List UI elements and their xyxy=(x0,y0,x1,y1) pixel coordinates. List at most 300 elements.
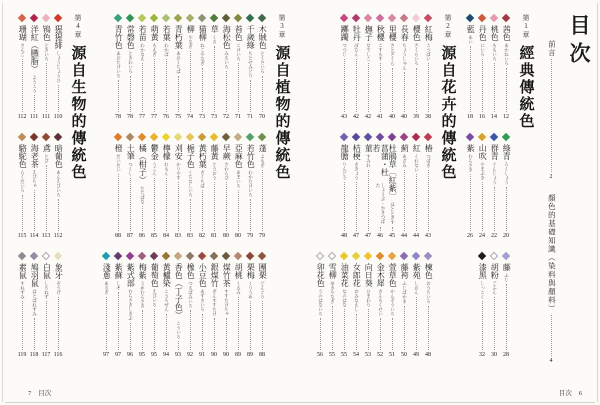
color-name: 丹色 xyxy=(478,25,488,41)
color-name: 黃朽葉 xyxy=(198,144,208,168)
color-name: 桔梗 xyxy=(352,144,362,160)
dotted-leader xyxy=(320,318,321,350)
dotted-leader xyxy=(380,227,381,231)
toc-entry xyxy=(184,133,196,239)
color-name: 茜色 xyxy=(502,25,512,41)
toc-entry xyxy=(16,252,28,358)
toc-entry xyxy=(196,252,208,358)
preface-label: 前言 xyxy=(547,40,557,57)
color-name-kana: くれない xyxy=(414,154,420,172)
color-swatch-icon xyxy=(138,133,146,141)
color-swatch-icon xyxy=(162,133,170,141)
color-name-kana: ふじ xyxy=(504,273,510,282)
toc-entry xyxy=(338,14,350,120)
dotted-leader xyxy=(392,68,393,113)
dotted-leader xyxy=(130,178,131,232)
color-name: 梅紫 xyxy=(138,263,148,279)
dotted-leader xyxy=(118,292,119,350)
color-name: 紫蘇 xyxy=(114,263,124,279)
dotted-leader xyxy=(482,301,483,350)
page-number: 90 xyxy=(211,352,217,358)
toc-title-column xyxy=(566,14,592,372)
color-swatch-icon xyxy=(150,14,158,22)
toc-entry xyxy=(350,252,362,358)
color-name: 團栗 xyxy=(258,263,268,279)
color-name-kana: ききょう xyxy=(354,162,360,180)
color-name-kana: くるみ xyxy=(236,281,242,295)
dotted-leader xyxy=(22,59,23,113)
page-number: 18 xyxy=(467,114,473,120)
color-swatch-icon xyxy=(388,14,396,22)
page-number: 39 xyxy=(413,114,419,120)
dotted-leader xyxy=(226,71,227,112)
page-number: 111 xyxy=(29,114,39,120)
color-name-kana: とくさいろ xyxy=(260,51,266,74)
page-number: 47 xyxy=(365,233,371,239)
page-number: 89 xyxy=(235,352,241,358)
dotted-leader xyxy=(118,174,119,231)
color-name: 素鼠 xyxy=(18,263,28,279)
page-number: 75 xyxy=(175,114,181,120)
page-number: 48 xyxy=(341,233,347,239)
page-number: 77 xyxy=(139,114,145,120)
dotted-leader xyxy=(250,301,251,350)
color-name-kana: なでしこ xyxy=(366,43,372,61)
dotted-leader xyxy=(166,314,167,351)
dotted-leader xyxy=(551,315,552,356)
color-name: 栗梅 xyxy=(246,263,256,279)
color-name: 猫柳 xyxy=(198,25,208,41)
page-number: 93 xyxy=(175,352,181,358)
color-swatch-icon xyxy=(234,252,242,260)
page-number: 77 xyxy=(151,114,157,120)
left-page xyxy=(8,0,292,405)
toc-entry xyxy=(374,14,386,120)
color-name-kana: さとざくら xyxy=(390,43,396,66)
color-name-kana: こけいろ xyxy=(236,43,242,61)
toc-entry xyxy=(16,133,28,239)
color-swatch-icon xyxy=(340,252,348,260)
toc-entry xyxy=(488,252,500,358)
chapter-title: 源自植物的傳統色 xyxy=(273,45,290,181)
dotted-leader xyxy=(356,314,357,351)
toc-entry xyxy=(136,133,148,239)
dotted-leader xyxy=(506,284,507,350)
page-number: 43 xyxy=(425,233,431,239)
page-number: 81 xyxy=(211,233,217,239)
chapter-title: 源自花卉的傳統色 xyxy=(439,45,456,181)
footer-label: 目次 xyxy=(38,390,52,397)
dotted-leader xyxy=(416,68,417,113)
color-name-kana: こうばい xyxy=(426,43,432,61)
color-name-kana: もえぎ xyxy=(152,43,158,57)
dotted-leader xyxy=(262,301,263,350)
color-swatch-icon xyxy=(186,252,194,260)
page-number: 26 xyxy=(467,233,473,239)
dotted-leader xyxy=(166,59,167,113)
page-number: 88 xyxy=(115,233,121,239)
color-name: 檸檬 xyxy=(162,144,172,160)
page-number: 114 xyxy=(29,233,39,239)
dotted-leader xyxy=(380,63,381,112)
dotted-leader xyxy=(190,51,191,113)
color-name-kana: あさぎ xyxy=(104,281,110,295)
color-name: 撫子 xyxy=(364,25,374,41)
dotted-leader xyxy=(226,182,227,231)
color-name: 紫式部 xyxy=(126,263,136,287)
toc-entry xyxy=(40,133,52,239)
toc-entry xyxy=(350,14,362,120)
color-name-kana: きくちば xyxy=(200,170,206,188)
color-name: 漆黑 xyxy=(478,263,488,279)
toc-entry xyxy=(196,133,208,239)
dotted-leader xyxy=(34,95,35,112)
toc-entry xyxy=(464,14,476,120)
color-name: 蓬 xyxy=(258,144,268,152)
color-swatch-icon xyxy=(424,14,432,22)
color-basics-label: 顏色的基礎知識（染料與顏料） xyxy=(547,194,557,313)
dotted-leader xyxy=(154,178,155,232)
toc-row xyxy=(100,14,268,133)
toc-entry xyxy=(112,133,124,239)
chapter-4-header xyxy=(68,14,88,372)
toc-entry-preface xyxy=(547,40,556,180)
color-name: 橡色 xyxy=(186,263,196,279)
toc-entry xyxy=(28,252,40,358)
toc-entry xyxy=(220,252,232,358)
page-number: 2 xyxy=(549,174,553,180)
chapter-title: 源自生物的傳統色 xyxy=(69,45,86,181)
toc-entry xyxy=(112,14,124,120)
color-name: 常磐色 xyxy=(126,25,136,49)
color-swatch-icon xyxy=(412,252,420,260)
page-number: 72 xyxy=(223,114,229,120)
page-number: 43 xyxy=(341,114,347,120)
chapter-4-section xyxy=(16,14,88,372)
color-name: 桃色 xyxy=(490,25,500,41)
color-name-kana: かりやす xyxy=(176,162,182,180)
chapter-2-entries xyxy=(314,14,434,372)
color-swatch-icon xyxy=(388,252,396,260)
page-number: 92 xyxy=(187,352,193,358)
color-name: 牡丹 xyxy=(352,25,362,41)
dotted-leader xyxy=(190,199,191,231)
color-swatch-icon xyxy=(258,252,266,260)
chapter-2-section xyxy=(314,14,458,372)
color-name-kana: ぎんすすたけ xyxy=(212,289,218,316)
toc-entry xyxy=(326,252,338,358)
toc-entry xyxy=(386,133,398,239)
color-swatch-icon xyxy=(234,133,242,141)
page-number: 42 xyxy=(365,114,371,120)
color-name-kana: くさ xyxy=(212,35,218,44)
dotted-leader xyxy=(22,195,23,232)
toc-entry xyxy=(28,133,40,239)
color-swatch-icon xyxy=(186,14,194,22)
toc-entry xyxy=(208,252,220,358)
dotted-leader xyxy=(368,170,369,232)
color-name-kana: えびいろ xyxy=(152,289,158,307)
color-swatch-icon xyxy=(150,252,158,260)
toc-entry xyxy=(488,14,500,120)
dotted-leader xyxy=(58,199,59,231)
toc-entry xyxy=(148,14,160,120)
color-swatch-icon xyxy=(364,14,372,22)
color-swatch-icon xyxy=(30,252,38,260)
toc-entry xyxy=(256,14,268,120)
color-swatch-icon xyxy=(114,133,122,141)
color-name: 暗葡色 xyxy=(54,144,64,168)
color-swatch-icon xyxy=(412,14,420,22)
dotted-leader xyxy=(106,297,107,351)
color-name: 萌黃 xyxy=(150,25,160,41)
toc-entry xyxy=(52,14,64,120)
chapter-3-entries xyxy=(100,14,268,372)
color-swatch-icon xyxy=(138,14,146,22)
dotted-leader xyxy=(262,170,263,232)
color-name: 亞麻色 xyxy=(234,144,244,168)
color-name: 鳶 xyxy=(42,144,52,152)
toc-entry xyxy=(398,252,410,358)
color-swatch-icon xyxy=(364,133,372,141)
color-swatch-icon xyxy=(246,133,254,141)
page-number: 48 xyxy=(425,352,431,358)
toc-row xyxy=(100,252,268,371)
color-name-kana: とうおう xyxy=(212,162,218,180)
color-name: 藍 xyxy=(466,25,476,33)
color-name-kana: あかねいろ xyxy=(504,43,510,66)
dotted-leader xyxy=(404,170,405,232)
toc-row xyxy=(464,252,512,371)
toc-entry xyxy=(374,252,386,358)
chapter-3-section xyxy=(100,14,292,372)
dotted-leader xyxy=(428,306,429,351)
color-name-kana: むらさき xyxy=(468,154,474,172)
color-name-kana: ごふん xyxy=(492,281,498,295)
page-number: 88 xyxy=(259,352,265,358)
color-name: 白鼠 xyxy=(42,263,52,279)
color-name-kana: おみなえし xyxy=(354,289,360,312)
color-swatch-icon xyxy=(246,252,254,260)
color-swatch-icon xyxy=(114,252,122,260)
color-swatch-icon xyxy=(376,14,384,22)
toc-entry xyxy=(160,14,172,120)
color-name: 洋紅（臙脂） xyxy=(30,25,40,73)
toc-entry xyxy=(196,14,208,120)
dotted-leader xyxy=(250,199,251,231)
color-name: 若竹色 xyxy=(246,144,256,168)
dotted-leader xyxy=(22,301,23,350)
right-page xyxy=(308,0,592,405)
color-name: 藤 xyxy=(502,263,512,271)
chapter-number: 第3章 xyxy=(278,14,286,39)
dotted-leader xyxy=(404,306,405,351)
left-page-footer xyxy=(28,388,51,397)
page-number: 83 xyxy=(187,233,193,239)
color-name-kana: えびちゃ xyxy=(32,170,38,188)
dotted-leader xyxy=(356,182,357,231)
toc-entry xyxy=(314,252,326,358)
color-name: 駱駝色 xyxy=(18,144,28,168)
color-name: 青朽葉 xyxy=(174,25,184,49)
toc-entry xyxy=(256,252,268,358)
color-name: 紅 xyxy=(412,144,422,152)
color-swatch-icon xyxy=(126,14,134,22)
dotted-leader xyxy=(214,182,215,231)
color-name-kana: つくし xyxy=(128,162,134,176)
dotted-leader xyxy=(154,309,155,350)
color-name-kana: あおたけいろ xyxy=(116,51,122,78)
toc-row xyxy=(314,252,434,371)
page-number: 71 xyxy=(235,114,241,120)
color-name: 向日葵 xyxy=(364,263,374,287)
page-number: 110 xyxy=(53,114,63,120)
color-name-kana: ろくしょう xyxy=(504,162,510,185)
dotted-leader xyxy=(332,306,333,351)
color-name-kana: さわらび xyxy=(224,162,230,180)
color-swatch-icon xyxy=(478,133,486,141)
color-name: 海松色 xyxy=(222,25,232,49)
color-name-kana: ゆきやなぎ xyxy=(330,281,336,304)
dotted-leader xyxy=(356,59,357,113)
color-name-kana: こすもす xyxy=(378,43,384,61)
toc-entry xyxy=(184,252,196,358)
dotted-leader xyxy=(470,46,471,112)
color-name: 鳩羽鼠 xyxy=(30,263,40,287)
toc-entry xyxy=(476,252,488,358)
page-number: 73 xyxy=(199,114,205,120)
page-number: 22 xyxy=(491,233,497,239)
color-name: 鬱金 xyxy=(150,144,160,160)
toc-entry xyxy=(422,14,434,120)
color-name-kana: れもん xyxy=(164,162,170,176)
toc-entry xyxy=(398,14,410,120)
color-name-kana: あい xyxy=(468,35,474,44)
color-swatch-icon xyxy=(18,252,26,260)
dotted-leader xyxy=(34,190,35,231)
page-number: 95 xyxy=(139,352,145,358)
dotted-leader xyxy=(392,318,393,350)
page-number: 80 xyxy=(235,233,241,239)
toc-entry xyxy=(386,252,398,358)
color-name-kana: しろねず xyxy=(44,281,50,299)
color-name: 金木犀 xyxy=(376,263,386,287)
toc-row xyxy=(16,14,64,133)
page-number: 97 xyxy=(103,352,109,358)
color-swatch-icon xyxy=(162,252,170,260)
dotted-leader xyxy=(470,174,471,231)
color-swatch-icon xyxy=(126,133,134,141)
color-swatch-icon xyxy=(400,133,408,141)
color-swatch-icon xyxy=(198,14,206,22)
color-name: 黃櫨染 xyxy=(162,263,172,287)
color-swatch-icon xyxy=(328,252,336,260)
color-name-kana: あまいろ xyxy=(236,170,242,188)
toc-row xyxy=(16,133,64,252)
color-name: 銀煤竹 xyxy=(210,263,220,287)
color-swatch-icon xyxy=(352,14,360,22)
page-number: 82 xyxy=(199,233,205,239)
toc-entry xyxy=(372,133,390,239)
toc-entry xyxy=(410,14,422,120)
page-edge-right xyxy=(597,3,598,402)
toc-entry xyxy=(124,14,136,120)
toc-entry xyxy=(220,14,232,120)
toc-entry xyxy=(160,133,172,239)
toc-entry xyxy=(232,252,244,358)
footer-label: 目次 xyxy=(558,390,572,397)
color-name-kana: どんぐり xyxy=(260,281,266,299)
dotted-leader xyxy=(202,68,203,113)
color-name-kana: わかたけいろ xyxy=(248,170,254,197)
color-name-kana: くりうめ xyxy=(248,281,254,299)
page-number: 97 xyxy=(115,352,121,358)
color-name: 梔子色 xyxy=(186,144,196,168)
color-name-kana: しそ xyxy=(116,281,122,290)
color-swatch-icon xyxy=(174,252,182,260)
toc-entry xyxy=(338,133,350,239)
toc-entry xyxy=(350,133,362,239)
color-swatch-icon xyxy=(478,14,486,22)
dotted-leader xyxy=(482,59,483,113)
page-number: 32 xyxy=(479,352,485,358)
page-number: 79 xyxy=(259,233,265,239)
color-name-kana: しっこく xyxy=(480,281,486,299)
toc-entry xyxy=(172,252,184,358)
toc-row xyxy=(464,14,512,133)
dotted-leader xyxy=(58,297,59,351)
color-name: 木賊色 xyxy=(258,25,268,49)
page-number: 118 xyxy=(29,352,39,358)
page-number: 70 xyxy=(259,114,265,120)
toc-entry xyxy=(488,133,500,239)
dotted-leader xyxy=(494,297,495,351)
prelim-column xyxy=(542,14,560,372)
toc-entry xyxy=(500,133,512,239)
page-edge-left xyxy=(2,3,3,402)
dotted-leader xyxy=(34,318,35,350)
toc-entry xyxy=(476,133,488,239)
color-swatch-icon xyxy=(340,133,348,141)
page-number: 52 xyxy=(377,352,383,358)
page-number: 94 xyxy=(163,352,169,358)
color-swatch-icon xyxy=(222,133,230,141)
color-name: 杜鵑草〔紅紫〕 xyxy=(388,144,398,200)
toc-entry xyxy=(208,14,220,120)
color-name-kana: ちょうしゅん xyxy=(402,43,408,70)
color-swatch-icon xyxy=(258,14,266,22)
color-swatch-icon xyxy=(18,133,26,141)
page-number: 30 xyxy=(491,352,497,358)
page-number: 73 xyxy=(211,114,217,120)
color-name-kana: あざみ xyxy=(402,154,408,168)
page-number: 55 xyxy=(329,352,335,358)
dotted-leader xyxy=(494,187,495,232)
color-name: 油菜花 xyxy=(340,263,350,287)
toc-entry xyxy=(256,133,268,239)
color-name-kana: おうちいろ xyxy=(426,281,432,304)
color-name: 群青 xyxy=(490,144,500,160)
page-number: 86 xyxy=(139,233,145,239)
color-swatch-icon xyxy=(42,14,50,22)
page-number: 47 xyxy=(353,233,359,239)
color-swatch-icon xyxy=(30,14,38,22)
color-name-kana: うめむらさき xyxy=(140,281,146,308)
page-number: 91 xyxy=(199,352,205,358)
color-swatch-icon xyxy=(210,14,218,22)
color-name-kana: やなぎ xyxy=(188,35,194,49)
color-swatch-icon xyxy=(258,133,266,141)
